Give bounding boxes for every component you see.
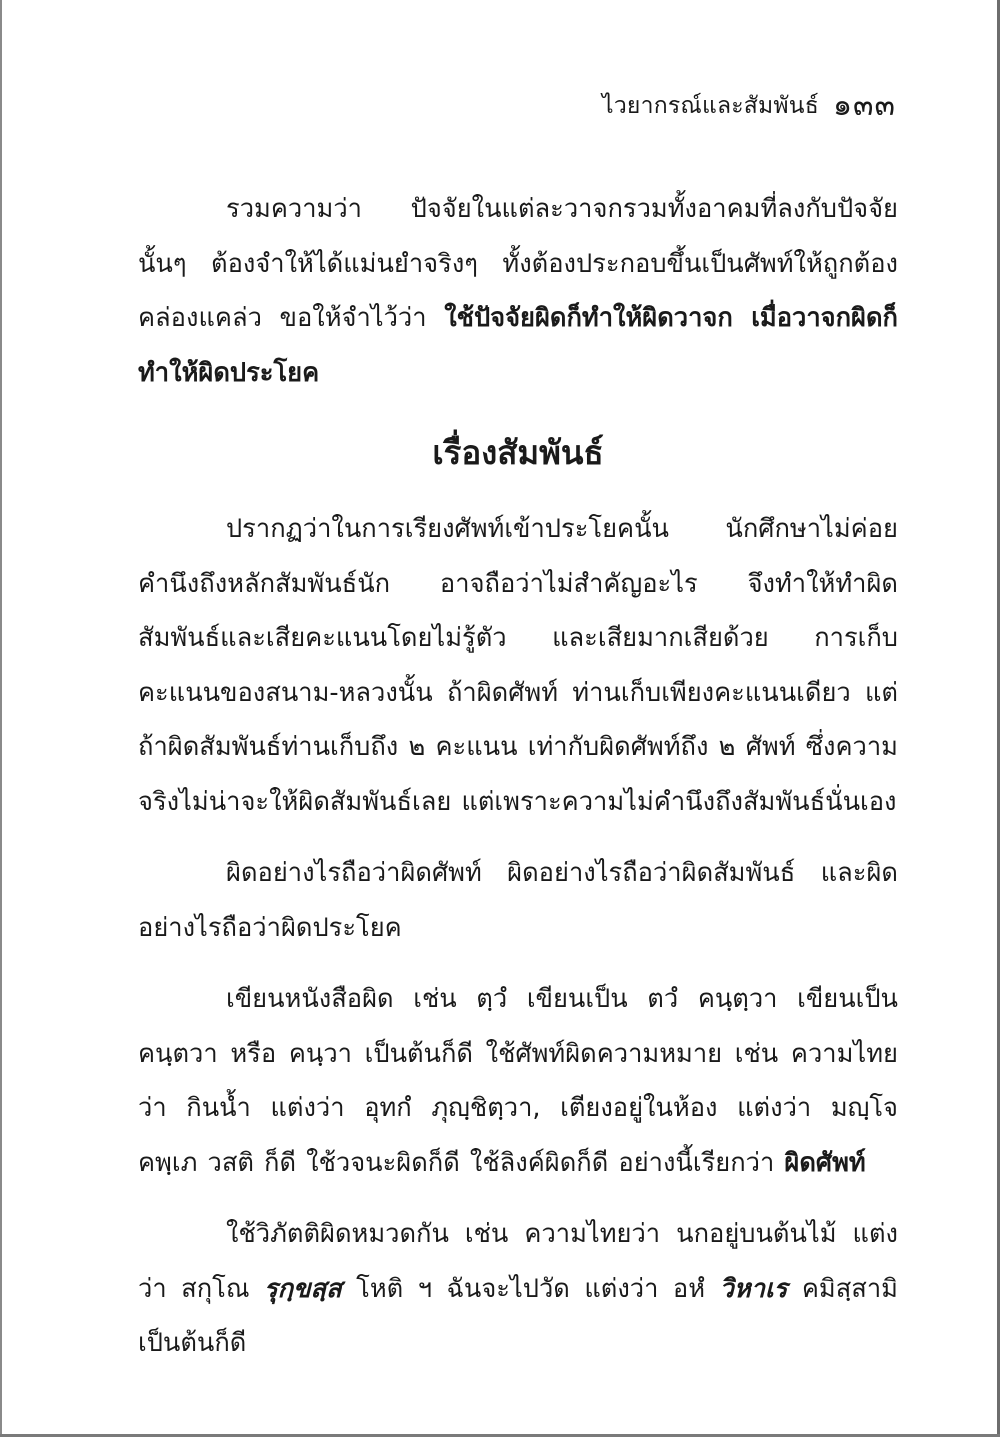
- paragraph-case-error-part3: คมิสฺสามิ เป็นต้นก็ดี: [138, 1273, 898, 1358]
- paragraph-intro: ปรากฏว่าในการเรียงศัพท์เข้าประโยคนั้น นักศึกษาไม่ค่อยคำนึงถึงหลักสัมพันธ์นัก อาจถือว่าไม่สำคัญอะไร จึงทำให้ทำผิดสัมพันธ์และเสียคะแนนโดยไม่รู้ตัว และเสียมากเสียด้วย การเก็บคะแนนของสนาม-หลวงนั้น ถ้าผิดศัพท์ ท่านเก็บเพียงคะแนนเดียว แต่ถ้าผิดสัมพันธ์ท่านเก็บถึง ๒ คะแนน เท่ากับผิดศัพท์ถึง ๒ ศัพท์ ซึ่งความจริงไม่น่าจะให้ผิดสัมพันธ์เลย แต่เพราะความไม่คำนึงถึงสัมพันธ์นั่นเอง: [138, 514, 898, 817]
- paragraph-case-error-part1: ใช้วิภัตติผิดหมวดกัน เช่น ความไทยว่า นกอยู่บนต้นไม้ แต่งว่า สกุโณ: [138, 1219, 898, 1304]
- paragraph-word-error-bold: ผิดศัพท์: [784, 1147, 866, 1178]
- section-heading: เรื่องสัมพันธ์: [432, 433, 604, 472]
- paragraph-case-error-emph1: รุกฺขสฺส: [263, 1273, 342, 1304]
- paragraph-case-error: [138, 1207, 898, 1371]
- running-header: [602, 82, 896, 129]
- paragraph-summary-bold: ใช้ปัจจัยผิดก็ทำให้ผิดวาจก เมื่อวาจกผิดก็ทำให้ผิดประโยค: [138, 303, 898, 388]
- paragraph-case-error-part2: โหติ ฯ ฉันจะไปวัด แต่งว่า อหํ: [341, 1273, 720, 1304]
- paragraph-word-error-text: เขียนหนังสือผิด เช่น ตฺวํ เขียนเป็น ตวํ คนฺตฺวา เขียนเป็น คนฺตวา หรือ คนฺวา เป็นต้นก็ดี ใช้ศัพท์ผิดความหมาย เช่น ความไทยว่า กินน้ำ แต่งว่า อุทกํ ภุญฺชิตฺวา, เตียงอยู่ในห้อง แต่งว่า มญฺโจ คพฺเภ วสติ ก็ดี ใช้วจนะผิดก็ดี ใช้ลิงค์ผิดก็ดี อย่างนี้เรียกว่า: [138, 984, 898, 1178]
- paragraph-word-error: [138, 972, 898, 1190]
- paragraph-summary: [138, 182, 898, 400]
- page-body: [138, 182, 898, 1388]
- paragraph-summary-text: รวมความว่า ปัจจัยในแต่ละวาจกรวมทั้งอาคมที่ลงกับปัจจัยนั้นๆ ต้องจำให้ได้แม่นยำจริงๆ ทั้งต้องประกอบขึ้นเป็นศัพท์ให้ถูกต้องคล่องแคล่ว ขอให้จำไว้ว่า: [138, 194, 898, 333]
- page-number: ๑๓๓: [832, 88, 896, 123]
- page-left-edge: [0, 0, 2, 1437]
- paragraph-case-error-emph2: วิหาเร: [719, 1273, 788, 1304]
- paragraph-question: ผิดอย่างไรถือว่าผิดศัพท์ ผิดอย่างไรถือว่าผิดสัมพันธ์ และผิดอย่างไรถือว่าผิดประโยค: [138, 858, 898, 943]
- header-title: ไวยากรณ์และสัมพันธ์: [602, 93, 819, 119]
